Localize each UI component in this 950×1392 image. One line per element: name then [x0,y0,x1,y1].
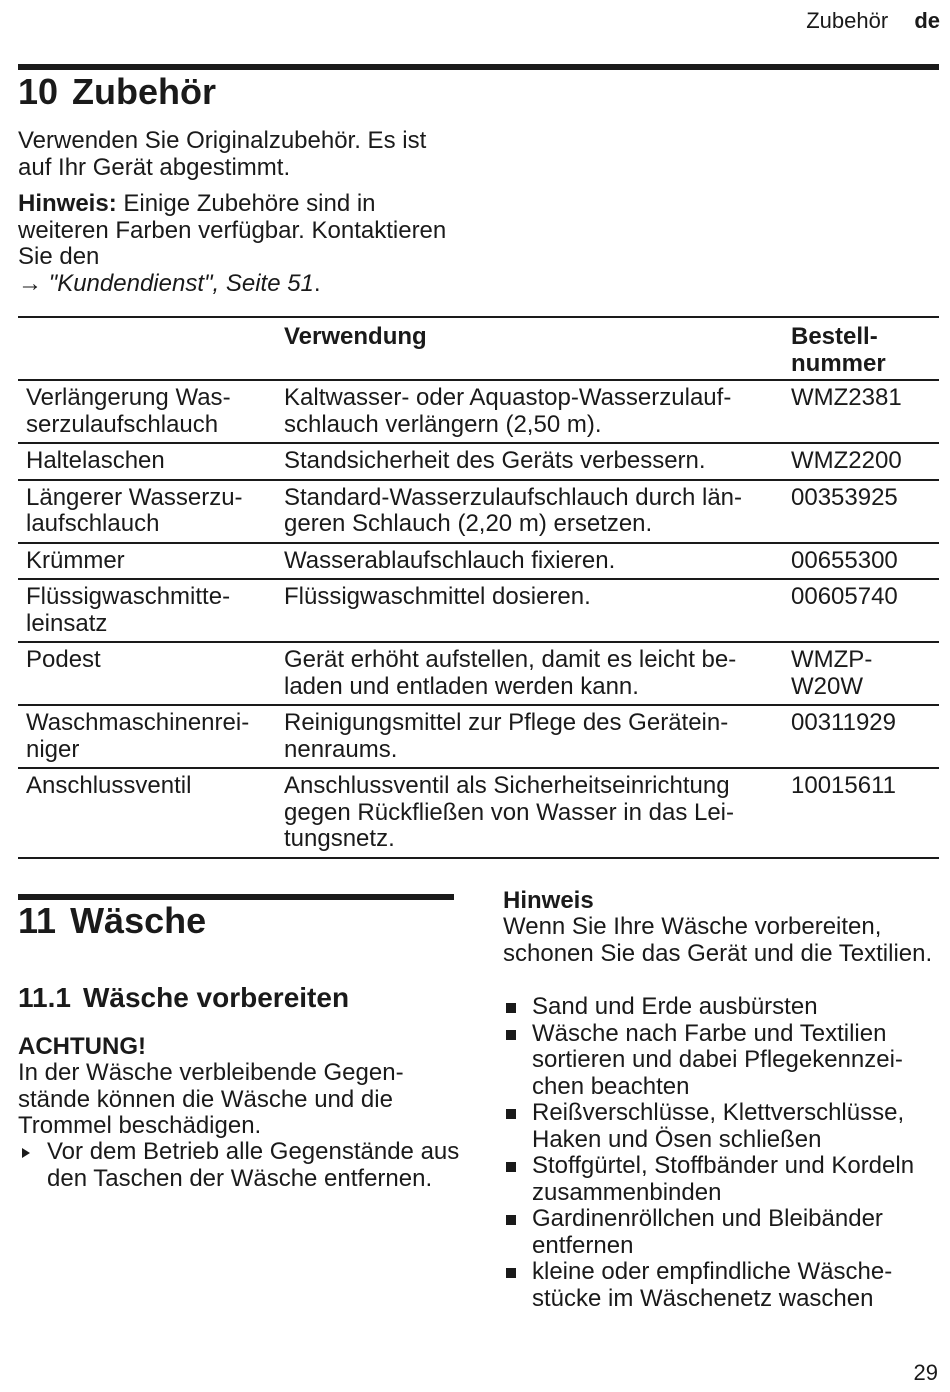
accessory-name: Waschmaschinenreiniger [18,705,276,768]
section-11-number: 11 [18,900,57,941]
note-label: Hinweis: [18,190,117,217]
table-header-order-number: Bestellnummer [791,323,886,377]
table-row [18,543,939,580]
table-header-row [18,317,939,380]
section-11-heading [18,901,206,941]
accessory-usage: Gerät erhöht aufstellen, damit es leicht beladen und entladen werden kann. [276,642,783,705]
accessory-usage: Flüssigwaschmittel dosieren. [276,579,783,642]
list-item-text: Wäsche nach Farbe und Textilien sortieren und dabei Pflegekennzeichen beachten [532,1019,903,1100]
instruction-step [18,1139,487,1192]
accessory-order-number: WMZPW20W [783,642,939,705]
section-10-note [18,191,458,297]
list-item-text: kleine oder empfindliche Wäschestücke im Wäschenetz waschen [532,1258,893,1312]
table-row [18,579,939,642]
note-text: Einige Zubehöre sind in weiteren Farben verfügbar. Kontaktieren Sie den [18,190,447,270]
subsection-number: 11.1 [18,982,71,1013]
header-language-code: de [914,8,940,33]
table-row [18,480,939,543]
bullet-square-icon [506,1215,516,1225]
accessory-order-number: 00311929 [783,705,939,768]
table-header-usage: Verwendung [284,323,427,350]
section-10-heading [18,72,216,112]
accessory-usage: Anschlussventil als Sicherheitseinrichtung gegen Rückfließen von Wasser in das Leitungsnetz. [276,768,783,858]
bullet-square-icon [506,1030,516,1040]
hint-intro: Wenn Sie Ihre Wäsche vorbereiten, schonen Sie das Gerät und die Textilien. [503,913,933,967]
page-number: 29 [913,1360,938,1385]
list-item [503,1259,939,1312]
accessory-order-number: 00655300 [783,543,939,580]
list-item-text: Stoffgürtel, Stoffbänder und Kordeln zusammenbinden [532,1152,915,1206]
reference-arrow-icon: → [18,269,42,297]
list-item [503,1021,939,1101]
accessory-name: Anschlussventil [18,768,276,858]
accessories-table [18,316,939,859]
accessory-order-number: 00353925 [783,480,939,543]
header-section-title: Zubehör [806,8,889,33]
section-10-intro: Verwenden Sie Originalzubehör. Es ist auf Ihr Gerät abgestimmt. [18,127,427,181]
accessory-name: Podest [18,642,276,705]
section-11-title: Wäsche [70,900,207,941]
running-header [806,8,940,34]
accessory-order-number: 10015611 [783,768,939,858]
warning-label: ACHTUNG! [18,1033,146,1060]
accessory-name: Krümmer [18,543,276,580]
accessory-usage: Standard-Wasserzulaufschlauch durch längeren Schlauch (2,20 m) ersetzen. [276,480,783,543]
list-item [503,1153,939,1206]
list-item [503,1100,939,1153]
hint-list [503,994,939,1312]
list-item [503,1206,939,1259]
accessory-order-number: 00605740 [783,579,939,642]
list-item [503,994,939,1021]
accessory-order-number: WMZ2200 [783,443,939,480]
accessory-usage: Reinigungsmittel zur Pflege des Geräteinnenraums. [276,705,783,768]
bullet-square-icon [506,1268,516,1278]
subsection-title: Wäsche vorbereiten [82,982,350,1013]
accessory-usage: Wasserablaufschlauch fixieren. [276,543,783,580]
section-10-title: Zubehör [72,71,217,112]
list-item-text: Reißverschlüsse, Klettverschlüsse, Haken und Ösen schließen [532,1099,905,1153]
section-10-number: 10 [18,71,59,112]
accessory-name: Haltelaschen [18,443,276,480]
customer-service-reference-link[interactable]: "Kundendienst", Seite 51 [48,269,314,297]
section-10-rule [18,64,939,70]
subsection-heading [18,982,349,1014]
instruction-step-text: Vor dem Betrieb alle Gegenstände aus den Taschen der Wäsche entfernen. [47,1138,460,1192]
hint-label: Hinweis [503,887,594,914]
accessory-name: Verlängerung Wasserzulaufschlauch [18,380,276,443]
accessory-usage: Kaltwasser- oder Aquastop-Wasserzulaufschlauch verlängern (2,50 m). [276,380,783,443]
accessory-name: Flüssigwaschmitteleinsatz [18,579,276,642]
step-triangle-icon [22,1148,30,1158]
reference-end: . [313,269,321,297]
bullet-square-icon [506,1003,516,1013]
list-item-text: Gardinenröllchen und Bleibänder entfernen [532,1205,883,1259]
list-item-text: Sand und Erde ausbürsten [532,993,818,1020]
table-row [18,705,939,768]
warning-text: In der Wäsche verbleibende Gegenstände können die Wäsche und die Trommel beschädigen. [18,1059,404,1139]
accessory-usage: Standsicherheit des Geräts verbessern. [276,443,783,480]
table-row [18,443,939,480]
table-row [18,380,939,443]
table-row [18,768,939,858]
table-header-name [18,317,276,380]
bullet-square-icon [506,1109,516,1119]
accessory-order-number: WMZ2381 [783,380,939,443]
table-row [18,642,939,705]
bullet-square-icon [506,1162,516,1172]
accessory-name: Längerer Wasserzulaufschlauch [18,480,276,543]
